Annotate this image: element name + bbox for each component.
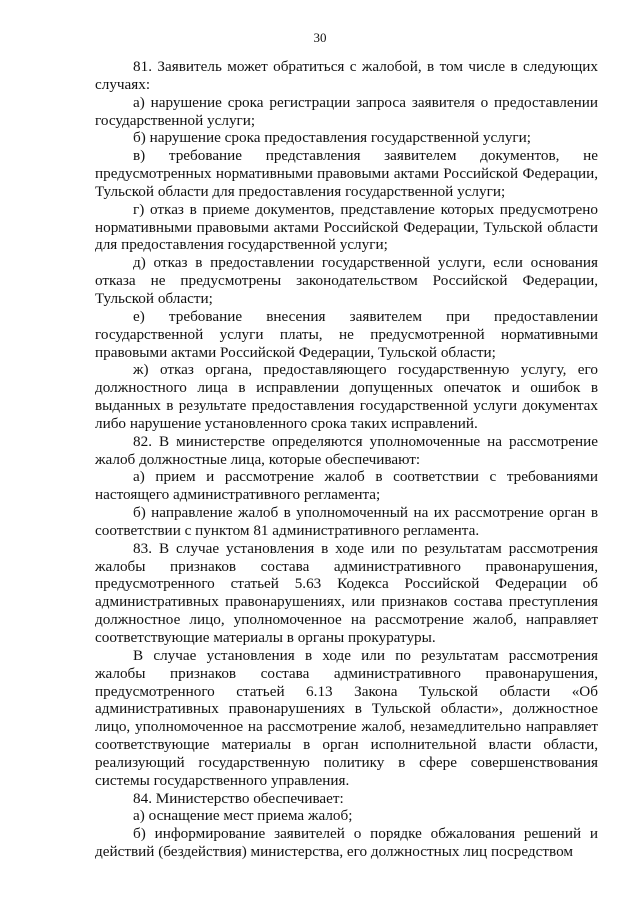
- paragraph-81-v: в) требование представления заявителем документов, не предусмотренных нормативными правовыми актами Российской Федерации, Тульской области для предоставления государственной услуги;: [95, 147, 598, 200]
- page-number: 30: [313, 30, 327, 45]
- paragraph-81-a: а) нарушение срока регистрации запроса заявителя о предоставлении государственной услуги;: [95, 93, 598, 129]
- paragraph-82-b: б) направление жалоб в уполномоченный на их рассмотрение орган в соответствии с пунктом 81 административного регламента.: [95, 504, 598, 539]
- paragraph-81-b: б) нарушение срока предоставления государственной услуги;: [133, 129, 531, 147]
- paragraph-83: 83. В случае установления в ходе или по результатам рассмотрения жалобы признаков состава административного правонарушения, предусмотренного статьей 5.63 Кодекса Российской Федерации об административных правонарушениях, или признаков состава преступления должностное лицо, уполномоченное на рассмотрение жалоб, направляет соответствующие материалы в органы прокуратуры.: [95, 539, 598, 646]
- paragraph-84-a: а) оснащение мест приема жалоб;: [133, 807, 353, 825]
- paragraph-83-second: В случае установления в ходе или по результатам рассмотрения жалобы признаков состава административного правонарушения, предусмотренного статьей 6.13 Закона Тульской области «Об административных правонарушениях в Тульской области», должностное лицо, уполномоченное на рассмотрение жалоб, незамедлительно направляет соответствующие материалы в орган исполнительной власти области, реализующий государственную политику в сфере совершенствования системы государственного управления.: [95, 646, 598, 789]
- paragraph-82-a: а) прием и рассмотрение жалоб в соответствии с требованиями настоящего административного регламента;: [95, 468, 598, 504]
- document-body: [95, 58, 598, 861]
- paragraph-81-e: е) требование внесения заявителем при предоставлении государственной услуги платы, не предусмотренной нормативными правовыми актами Российской Федерации, Тульской области;: [95, 307, 598, 361]
- paragraph-84: 84. Министерство обеспечивает:: [133, 789, 344, 807]
- paragraph-81: 81. Заявитель может обратиться с жалобой, в том числе в следующих случаях:: [95, 58, 598, 93]
- paragraph-81-zh: ж) отказ органа, предоставляющего государственную услугу, его должностного лица в исправлении допущенных опечаток и ошибок в выданных в результате предоставления государственной услуги документах либо нарушение установленного срока таких исправлений.: [95, 361, 598, 432]
- paragraph-81-d: д) отказ в предоставлении государственной услуги, если основания отказа не предусмотрены законодательством Российской Федерации, Тульской области;: [95, 254, 598, 307]
- paragraph-84-b: б) информирование заявителей о порядке обжалования решений и действий (бездействия) министерства, его должностных лиц посредством: [95, 825, 598, 861]
- paragraph-81-g: г) отказ в приеме документов, представление которых предусмотрено нормативными правовыми актами Российской Федерации, Тульской области для предоставления государственной услуги;: [95, 200, 598, 254]
- paragraph-82: 82. В министерстве определяются уполномоченные на рассмотрение жалоб должностные лица, которые обеспечивают:: [95, 432, 598, 468]
